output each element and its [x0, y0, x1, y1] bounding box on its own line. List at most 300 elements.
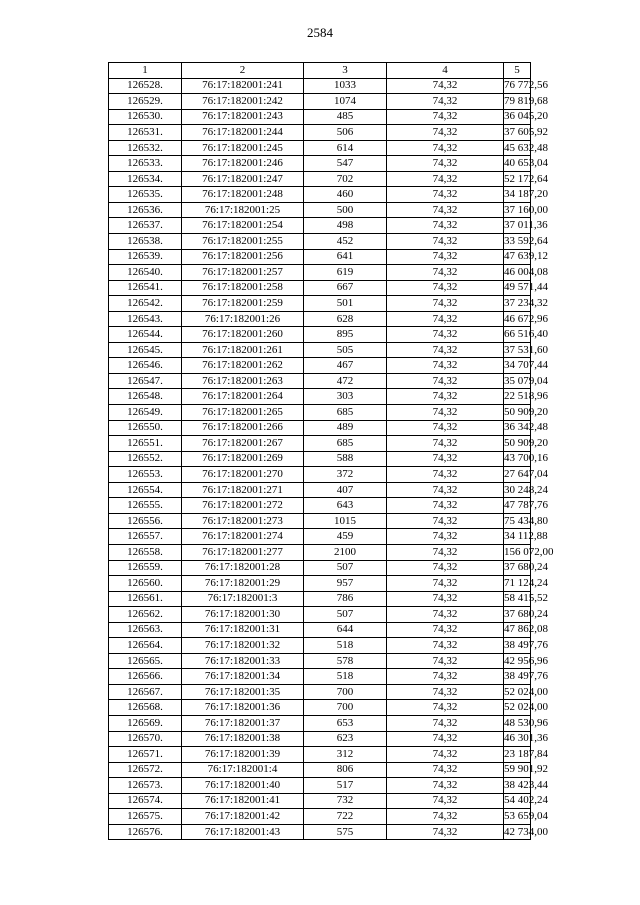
cadastral-number-cell: 76:17:182001:33 [182, 653, 304, 669]
row-number-cell: 126553. [109, 467, 182, 483]
area-cell: 467 [304, 358, 387, 374]
cadastral-number-cell: 76:17:182001:263 [182, 373, 304, 389]
cadastral-number-cell: 76:17:182001:255 [182, 234, 304, 250]
cadastral-number-cell: 76:17:182001:266 [182, 420, 304, 436]
rate-cell: 74,32 [387, 451, 504, 467]
rate-cell: 74,32 [387, 824, 504, 840]
rate-cell: 74,32 [387, 311, 504, 327]
row-number-cell: 126539. [109, 249, 182, 265]
rate-cell: 74,32 [387, 280, 504, 296]
area-cell: 407 [304, 482, 387, 498]
row-number-cell: 126544. [109, 327, 182, 343]
row-number-cell: 126552. [109, 451, 182, 467]
column-header-5: 5 [504, 63, 531, 79]
cadastral-number-cell: 76:17:182001:3 [182, 591, 304, 607]
rate-cell: 74,32 [387, 78, 504, 94]
area-cell: 786 [304, 591, 387, 607]
rate-cell: 74,32 [387, 498, 504, 514]
rate-cell: 74,32 [387, 389, 504, 405]
cadastral-number-cell: 76:17:182001:277 [182, 544, 304, 560]
area-cell: 957 [304, 576, 387, 592]
row-number-cell: 126528. [109, 78, 182, 94]
rate-cell: 74,32 [387, 482, 504, 498]
table-row [109, 684, 531, 700]
table-row [109, 249, 531, 265]
table-row [109, 576, 531, 592]
rate-cell: 74,32 [387, 436, 504, 452]
table-row [109, 125, 531, 141]
column-header-4: 4 [387, 63, 504, 79]
rate-cell: 74,32 [387, 187, 504, 203]
area-cell: 498 [304, 218, 387, 234]
row-number-cell: 126540. [109, 265, 182, 281]
table-row [109, 234, 531, 250]
row-number-cell: 126542. [109, 296, 182, 312]
rate-cell: 74,32 [387, 156, 504, 172]
row-number-cell: 126570. [109, 731, 182, 747]
area-cell: 702 [304, 171, 387, 187]
amount-cell: 79 819,68 [504, 94, 531, 110]
amount-cell: 52 172,64 [504, 171, 531, 187]
area-cell: 1033 [304, 78, 387, 94]
cadastral-number-cell: 76:17:182001:260 [182, 327, 304, 343]
cadastral-number-cell: 76:17:182001:34 [182, 669, 304, 685]
table-row [109, 731, 531, 747]
rate-cell: 74,32 [387, 234, 504, 250]
table-row [109, 436, 531, 452]
area-cell: 685 [304, 436, 387, 452]
row-number-cell: 126541. [109, 280, 182, 296]
amount-cell: 34 707,44 [504, 358, 531, 374]
amount-cell: 34 112,88 [504, 529, 531, 545]
area-cell: 517 [304, 778, 387, 794]
area-cell: 501 [304, 296, 387, 312]
row-number-cell: 126537. [109, 218, 182, 234]
cadastral-number-cell: 76:17:182001:41 [182, 793, 304, 809]
table-row [109, 420, 531, 436]
area-cell: 623 [304, 731, 387, 747]
table-row [109, 358, 531, 374]
rate-cell: 74,32 [387, 109, 504, 125]
table-row [109, 700, 531, 716]
row-number-cell: 126548. [109, 389, 182, 405]
cadastral-number-cell: 76:17:182001:4 [182, 762, 304, 778]
amount-cell: 37 605,92 [504, 125, 531, 141]
area-cell: 722 [304, 809, 387, 825]
cadastral-number-cell: 76:17:182001:25 [182, 202, 304, 218]
table-row [109, 467, 531, 483]
table-row [109, 140, 531, 156]
rate-cell: 74,32 [387, 607, 504, 623]
area-cell: 685 [304, 405, 387, 421]
rate-cell: 74,32 [387, 405, 504, 421]
table-row [109, 824, 531, 840]
amount-cell: 23 187,84 [504, 747, 531, 763]
row-number-cell: 126535. [109, 187, 182, 203]
rate-cell: 74,32 [387, 420, 504, 436]
table-row [109, 809, 531, 825]
row-number-cell: 126534. [109, 171, 182, 187]
area-cell: 460 [304, 187, 387, 203]
cadastral-number-cell: 76:17:182001:258 [182, 280, 304, 296]
cadastral-number-cell: 76:17:182001:35 [182, 684, 304, 700]
area-cell: 506 [304, 125, 387, 141]
amount-cell: 45 632,48 [504, 140, 531, 156]
rate-cell: 74,32 [387, 778, 504, 794]
data-table [108, 62, 554, 840]
table-row [109, 498, 531, 514]
area-cell: 472 [304, 373, 387, 389]
cadastral-number-cell: 76:17:182001:31 [182, 622, 304, 638]
cadastral-number-cell: 76:17:182001:39 [182, 747, 304, 763]
row-number-cell: 126545. [109, 342, 182, 358]
row-number-cell: 126554. [109, 482, 182, 498]
table-row [109, 94, 531, 110]
area-cell: 588 [304, 451, 387, 467]
table-row [109, 653, 531, 669]
area-cell: 547 [304, 156, 387, 172]
page-number: 2584 [307, 25, 333, 40]
column-header-2: 2 [182, 63, 304, 79]
table-row [109, 78, 531, 94]
rate-cell: 74,32 [387, 731, 504, 747]
area-cell: 614 [304, 140, 387, 156]
rate-cell: 74,32 [387, 327, 504, 343]
cadastral-number-cell: 76:17:182001:257 [182, 265, 304, 281]
area-cell: 732 [304, 793, 387, 809]
cadastral-number-cell: 76:17:182001:274 [182, 529, 304, 545]
amount-cell: 71 124,24 [504, 576, 531, 592]
table-row [109, 793, 531, 809]
amount-cell: 37 234,32 [504, 296, 531, 312]
area-cell: 700 [304, 700, 387, 716]
row-number-cell: 126573. [109, 778, 182, 794]
cadastral-number-cell: 76:17:182001:272 [182, 498, 304, 514]
area-cell: 895 [304, 327, 387, 343]
table-row [109, 296, 531, 312]
table-row [109, 778, 531, 794]
rate-cell: 74,32 [387, 265, 504, 281]
cadastral-number-cell: 76:17:182001:242 [182, 94, 304, 110]
amount-cell: 75 434,80 [504, 513, 531, 529]
table-row [109, 451, 531, 467]
column-header-1: 1 [109, 63, 182, 79]
amount-cell: 30 248,24 [504, 482, 531, 498]
row-number-cell: 126530. [109, 109, 182, 125]
area-cell: 303 [304, 389, 387, 405]
amount-cell: 34 187,20 [504, 187, 531, 203]
row-number-cell: 126560. [109, 576, 182, 592]
cadastral-number-cell: 76:17:182001:29 [182, 576, 304, 592]
cadastral-number-cell: 76:17:182001:26 [182, 311, 304, 327]
amount-cell: 22 518,96 [504, 389, 531, 405]
row-number-cell: 126532. [109, 140, 182, 156]
amount-cell: 36 342,48 [504, 420, 531, 436]
amount-cell: 43 700,16 [504, 451, 531, 467]
rate-cell: 74,32 [387, 94, 504, 110]
table-row [109, 280, 531, 296]
table-row [109, 622, 531, 638]
rate-cell: 74,32 [387, 793, 504, 809]
area-cell: 507 [304, 560, 387, 576]
cadastral-number-cell: 76:17:182001:32 [182, 638, 304, 654]
area-cell: 1074 [304, 94, 387, 110]
row-number-cell: 126543. [109, 311, 182, 327]
rate-cell: 74,32 [387, 249, 504, 265]
table-row [109, 529, 531, 545]
cadastral-number-cell: 76:17:182001:265 [182, 405, 304, 421]
amount-cell: 58 415,52 [504, 591, 531, 607]
row-number-cell: 126557. [109, 529, 182, 545]
amount-cell: 46 004,08 [504, 265, 531, 281]
table-row [109, 513, 531, 529]
table-row [109, 218, 531, 234]
row-number-cell: 126562. [109, 607, 182, 623]
rate-cell: 74,32 [387, 373, 504, 389]
cadastral-number-cell: 76:17:182001:273 [182, 513, 304, 529]
amount-cell: 37 680,24 [504, 560, 531, 576]
row-number-cell: 126550. [109, 420, 182, 436]
amount-cell: 36 045,20 [504, 109, 531, 125]
row-number-cell: 126574. [109, 793, 182, 809]
cadastral-number-cell: 76:17:182001:261 [182, 342, 304, 358]
area-cell: 578 [304, 653, 387, 669]
cadastral-number-cell: 76:17:182001:259 [182, 296, 304, 312]
cadastral-number-cell: 76:17:182001:262 [182, 358, 304, 374]
rate-cell: 74,32 [387, 684, 504, 700]
header-row [109, 63, 531, 79]
amount-cell: 156 072,00 [504, 544, 531, 560]
amount-cell: 49 571,44 [504, 280, 531, 296]
amount-cell: 52 024,00 [504, 684, 531, 700]
rate-cell: 74,32 [387, 544, 504, 560]
area-cell: 644 [304, 622, 387, 638]
amount-cell: 38 423,44 [504, 778, 531, 794]
table-row [109, 389, 531, 405]
amount-cell: 52 024,00 [504, 700, 531, 716]
table-row [109, 342, 531, 358]
cadastral-number-cell: 76:17:182001:36 [182, 700, 304, 716]
amount-cell: 37 531,60 [504, 342, 531, 358]
cadastral-number-cell: 76:17:182001:264 [182, 389, 304, 405]
cadastral-number-cell: 76:17:182001:38 [182, 731, 304, 747]
area-cell: 452 [304, 234, 387, 250]
amount-cell: 47 862,08 [504, 622, 531, 638]
cadastral-number-cell: 76:17:182001:28 [182, 560, 304, 576]
rate-cell: 74,32 [387, 622, 504, 638]
table-row [109, 202, 531, 218]
rate-cell: 74,32 [387, 576, 504, 592]
cadastral-number-cell: 76:17:182001:247 [182, 171, 304, 187]
row-number-cell: 126531. [109, 125, 182, 141]
amount-cell: 42 956,96 [504, 653, 531, 669]
amount-cell: 47 639,12 [504, 249, 531, 265]
row-number-cell: 126529. [109, 94, 182, 110]
cadastral-number-cell: 76:17:182001:43 [182, 824, 304, 840]
row-number-cell: 126564. [109, 638, 182, 654]
rate-cell: 74,32 [387, 715, 504, 731]
area-cell: 575 [304, 824, 387, 840]
row-number-cell: 126555. [109, 498, 182, 514]
area-cell: 628 [304, 311, 387, 327]
table-row [109, 560, 531, 576]
rate-cell: 74,32 [387, 171, 504, 187]
area-cell: 2100 [304, 544, 387, 560]
area-cell: 500 [304, 202, 387, 218]
row-number-cell: 126558. [109, 544, 182, 560]
amount-cell: 38 497,76 [504, 669, 531, 685]
area-cell: 653 [304, 715, 387, 731]
cadastral-number-cell: 76:17:182001:243 [182, 109, 304, 125]
area-cell: 485 [304, 109, 387, 125]
table-row [109, 607, 531, 623]
row-number-cell: 126551. [109, 436, 182, 452]
row-number-cell: 126565. [109, 653, 182, 669]
rate-cell: 74,32 [387, 653, 504, 669]
cadastral-number-cell: 76:17:182001:244 [182, 125, 304, 141]
table-row [109, 265, 531, 281]
amount-cell: 37 160,00 [504, 202, 531, 218]
area-cell: 518 [304, 669, 387, 685]
amount-cell: 50 909,20 [504, 436, 531, 452]
cadastral-number-cell: 76:17:182001:30 [182, 607, 304, 623]
table-row [109, 327, 531, 343]
rate-cell: 74,32 [387, 669, 504, 685]
rate-cell: 74,32 [387, 467, 504, 483]
rate-cell: 74,32 [387, 140, 504, 156]
row-number-cell: 126571. [109, 747, 182, 763]
row-number-cell: 126556. [109, 513, 182, 529]
area-cell: 518 [304, 638, 387, 654]
rate-cell: 74,32 [387, 202, 504, 218]
rate-cell: 74,32 [387, 560, 504, 576]
cadastral-number-cell: 76:17:182001:270 [182, 467, 304, 483]
rate-cell: 74,32 [387, 342, 504, 358]
row-number-cell: 126575. [109, 809, 182, 825]
amount-cell: 27 647,04 [504, 467, 531, 483]
area-cell: 1015 [304, 513, 387, 529]
cadastral-number-cell: 76:17:182001:246 [182, 156, 304, 172]
amount-cell: 35 079,04 [504, 373, 531, 389]
area-cell: 507 [304, 607, 387, 623]
table-row [109, 715, 531, 731]
area-cell: 643 [304, 498, 387, 514]
cadastral-number-cell: 76:17:182001:40 [182, 778, 304, 794]
column-header-3: 3 [304, 63, 387, 79]
area-cell: 312 [304, 747, 387, 763]
area-cell: 505 [304, 342, 387, 358]
amount-cell: 59 901,92 [504, 762, 531, 778]
row-number-cell: 126568. [109, 700, 182, 716]
area-cell: 700 [304, 684, 387, 700]
area-cell: 459 [304, 529, 387, 545]
cadastral-number-cell: 76:17:182001:241 [182, 78, 304, 94]
cadastral-number-cell: 76:17:182001:271 [182, 482, 304, 498]
cadastral-number-cell: 76:17:182001:37 [182, 715, 304, 731]
row-number-cell: 126533. [109, 156, 182, 172]
amount-cell: 46 301,36 [504, 731, 531, 747]
table-header [109, 63, 531, 79]
rate-cell: 74,32 [387, 700, 504, 716]
amount-cell: 42 734,00 [504, 824, 531, 840]
row-number-cell: 126576. [109, 824, 182, 840]
cadastral-number-cell: 76:17:182001:269 [182, 451, 304, 467]
cadastral-number-cell: 76:17:182001:42 [182, 809, 304, 825]
rate-cell: 74,32 [387, 809, 504, 825]
amount-cell: 54 402,24 [504, 793, 531, 809]
rate-cell: 74,32 [387, 747, 504, 763]
table-row [109, 544, 531, 560]
table-row [109, 669, 531, 685]
rate-cell: 74,32 [387, 125, 504, 141]
row-number-cell: 126559. [109, 560, 182, 576]
rate-cell: 74,32 [387, 513, 504, 529]
amount-cell: 40 653,04 [504, 156, 531, 172]
table-row [109, 482, 531, 498]
table-row [109, 762, 531, 778]
area-cell: 619 [304, 265, 387, 281]
row-number-cell: 126569. [109, 715, 182, 731]
rate-cell: 74,32 [387, 591, 504, 607]
table-row [109, 747, 531, 763]
table-row [109, 171, 531, 187]
amount-cell: 66 516,40 [504, 327, 531, 343]
rate-cell: 74,32 [387, 529, 504, 545]
area-cell: 489 [304, 420, 387, 436]
cadastral-number-cell: 76:17:182001:267 [182, 436, 304, 452]
cadastral-number-cell: 76:17:182001:248 [182, 187, 304, 203]
row-number-cell: 126549. [109, 405, 182, 421]
rate-cell: 74,32 [387, 762, 504, 778]
table-row [109, 373, 531, 389]
row-number-cell: 126567. [109, 684, 182, 700]
table-row [109, 591, 531, 607]
table-row [109, 187, 531, 203]
area-cell: 641 [304, 249, 387, 265]
row-number-cell: 126566. [109, 669, 182, 685]
row-number-cell: 126547. [109, 373, 182, 389]
table-row [109, 405, 531, 421]
cadastral-number-cell: 76:17:182001:256 [182, 249, 304, 265]
table-row [109, 109, 531, 125]
area-cell: 372 [304, 467, 387, 483]
amount-cell: 46 672,96 [504, 311, 531, 327]
row-number-cell: 126546. [109, 358, 182, 374]
rate-cell: 74,32 [387, 218, 504, 234]
amount-cell: 37 680,24 [504, 607, 531, 623]
table-row [109, 638, 531, 654]
cadastral-number-cell: 76:17:182001:245 [182, 140, 304, 156]
row-number-cell: 126536. [109, 202, 182, 218]
amount-cell: 50 909,20 [504, 405, 531, 421]
cadastral-number-cell: 76:17:182001:254 [182, 218, 304, 234]
rate-cell: 74,32 [387, 296, 504, 312]
amount-cell: 48 530,96 [504, 715, 531, 731]
amount-cell: 37 011,36 [504, 218, 531, 234]
table-row [109, 156, 531, 172]
row-number-cell: 126538. [109, 234, 182, 250]
amount-cell: 33 592,64 [504, 234, 531, 250]
row-number-cell: 126561. [109, 591, 182, 607]
area-cell: 806 [304, 762, 387, 778]
rate-cell: 74,32 [387, 358, 504, 374]
amount-cell: 53 659,04 [504, 809, 531, 825]
table-body [109, 78, 554, 840]
rate-cell: 74,32 [387, 638, 504, 654]
amount-cell: 38 497,76 [504, 638, 531, 654]
area-cell: 667 [304, 280, 387, 296]
amount-cell: 47 787,76 [504, 498, 531, 514]
